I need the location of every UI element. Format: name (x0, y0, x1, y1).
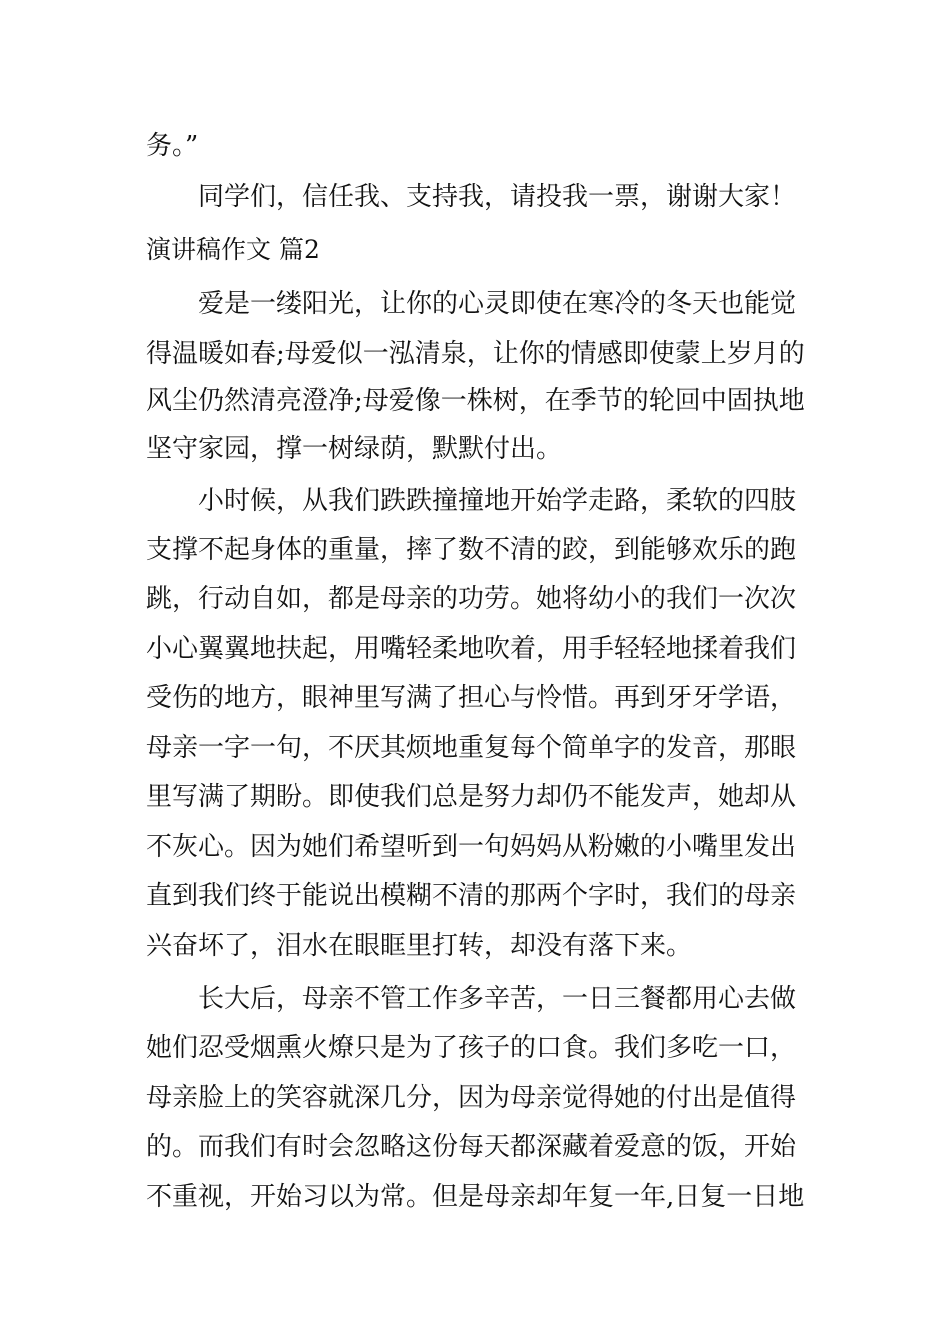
closing-line: 同学们，信任我、支持我，请投我一票，谢谢大家！ (198, 182, 797, 212)
paragraph-line: 长大后，母亲不管工作多辛苦，一日三餐都用心去做 (198, 984, 797, 1014)
paragraph-line: 母亲一字一句，不厌其烦地重复每个简单字的发音，那眼 (146, 733, 797, 763)
paragraph-line: 风尘仍然清亮澄净;母爱像一株树，在季节的轮回中固执地 (146, 386, 805, 416)
text-line: 务。” (146, 131, 199, 161)
paragraph-line: 爱是一缕阳光，让你的心灵即使在寒冷的冬天也能觉 (198, 289, 797, 319)
paragraph-line: 母亲脸上的笑容就深几分，因为母亲觉得她的付出是值得 (146, 1083, 797, 1113)
paragraph-line: 不灰心。因为她们希望听到一句妈妈从粉嫩的小嘴里发出 (146, 832, 797, 862)
paragraph-line: 的。而我们有时会忽略这份每天都深藏着爱意的饭，开始 (146, 1132, 797, 1162)
paragraph-line: 小时候，从我们跌跌撞撞地开始学走路，柔软的四肢 (198, 486, 797, 516)
paragraph-line: 跳，行动自如，都是母亲的功劳。她将幼小的我们一次次 (146, 584, 797, 614)
paragraph-line: 不重视，开始习以为常。但是母亲却年复一年,日复一日地 (146, 1182, 805, 1212)
paragraph-line: 直到我们终于能说出模糊不清的那两个字时，我们的母亲 (146, 881, 797, 911)
paragraph-line: 坚守家园，撑一树绿荫，默默付出。 (146, 434, 563, 464)
paragraph-line: 小心翼翼地扶起，用嘴轻柔地吹着，用手轻轻地揉着我们 (146, 634, 797, 664)
paragraph-line: 受伤的地方，眼神里写满了担心与怜惜。再到牙牙学语， (146, 683, 797, 713)
paragraph-line: 得温暖如春;母爱似一泓清泉，让你的情感即使蒙上岁月的 (146, 339, 805, 369)
paragraph-line: 她们忍受烟熏火燎只是为了孩子的口食。我们多吃一口， (146, 1033, 797, 1063)
paragraph-line: 支撑不起身体的重量，摔了数不清的跤，到能够欢乐的跑 (146, 535, 797, 565)
paragraph-line: 兴奋坏了，泪水在眼眶里打转，却没有落下来。 (146, 931, 693, 961)
section-heading: 演讲稿作文 篇2 (146, 235, 320, 264)
paragraph-line: 里写满了期盼。即使我们总是努力却仍不能发声，她却从 (146, 782, 797, 812)
